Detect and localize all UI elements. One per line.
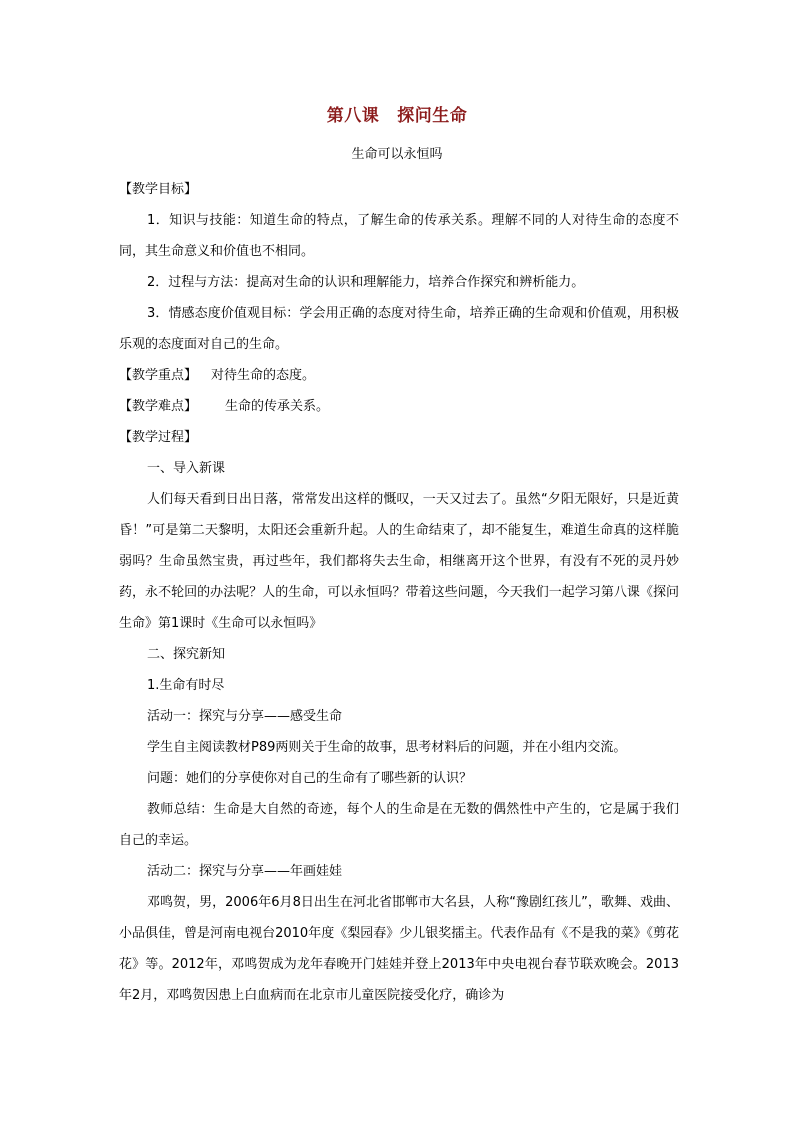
intro-heading: 一、导入新课 <box>147 461 226 476</box>
process-heading: 【教学过程】 <box>119 430 198 445</box>
difficulty-line <box>119 391 679 422</box>
document-body <box>119 174 679 1011</box>
objective-1: 1．知识与技能：知道生命的特点，了解生命的传承关系。理解不同的人对待生命的态度不同，其生命意义和价值也不相同。 <box>119 213 679 259</box>
activity-1-heading: 活动一：探究与分享——感受生命 <box>147 709 343 724</box>
activity-1-paragraph: 学生自主阅读教材P89两则关于生命的故事，思考材料后的问题，并在小组内交流。 <box>147 740 627 755</box>
objective-3: 3．情感态度价值观目标：学会用正确的态度对待生命，培养正确的生命观和价值观，用积极乐观的态度面对自己的生命。 <box>119 306 679 352</box>
lesson-number: 第八课 <box>326 106 380 126</box>
difficulty-heading: 【教学难点】 <box>119 399 198 414</box>
activity-2-heading: 活动二：探究与分享——年画娃娃 <box>147 864 343 879</box>
key-point-line <box>119 360 679 391</box>
intro-paragraph: 人们每天看到日出日落，常常发出这样的慨叹，一天又过去了。虽然“夕阳无限好，只是近黄昏！”可是第二天黎明，太阳还会重新升起。人的生命结束了，却不能复生，难道生命真的这样脆弱吗？生命虽然宝贵，再过些年，我们都将失去生命，相继离开这个世界，有没有不死的灵丹妙药，永不轮回的办法呢？人的生命，可以永恒吗？带着这些问题，今天我们一起学习第八课《探问生命》第1课时《生命可以永恒吗》 <box>119 492 679 631</box>
lesson-subtitle: 生命可以永恒吗 <box>351 147 443 162</box>
activity-2-paragraph: 邓鸣贺，男，2006年6月8日出生在河北省邯郸市大名县，人称“豫剧红孩儿”，歌舞、戏曲、小品俱佳，曾是河南电视台2010年度《梨园春》少儿银奖擂主。代表作品有《不是我的菜》《剪花花》等。2012年，邓鸣贺成为龙年春晚开门娃娃并登上2013年中央电视台春节联欢晚会。2013年2月，邓鸣贺因患上白血病而在北京市儿童医院接受化疗，确诊为 <box>119 895 679 1003</box>
question-paragraph: 问题：她们的分享使你对自己的生命有了哪些新的认识？ <box>147 771 473 786</box>
difficulty-text: 生命的传承关系。 <box>225 399 330 414</box>
key-point-heading: 【教学重点】 <box>119 368 198 383</box>
point-1-heading: 1.生命有时尽 <box>147 678 225 693</box>
key-point-text: 对待生命的态度。 <box>211 368 316 383</box>
objectives-heading: 【教学目标】 <box>119 182 198 197</box>
objective-2: 2．过程与方法：提高对生命的认识和理解能力，培养合作探究和辨析能力。 <box>147 275 585 290</box>
teacher-summary-paragraph: 教师总结：生命是大自然的奇迹，每个人的生命是在无数的偶然性中产生的，它是属于我们自己的幸运。 <box>119 802 679 848</box>
explore-heading: 二、探究新知 <box>147 647 226 662</box>
lesson-title <box>0 104 794 128</box>
lesson-name: 探问生命 <box>397 106 468 126</box>
